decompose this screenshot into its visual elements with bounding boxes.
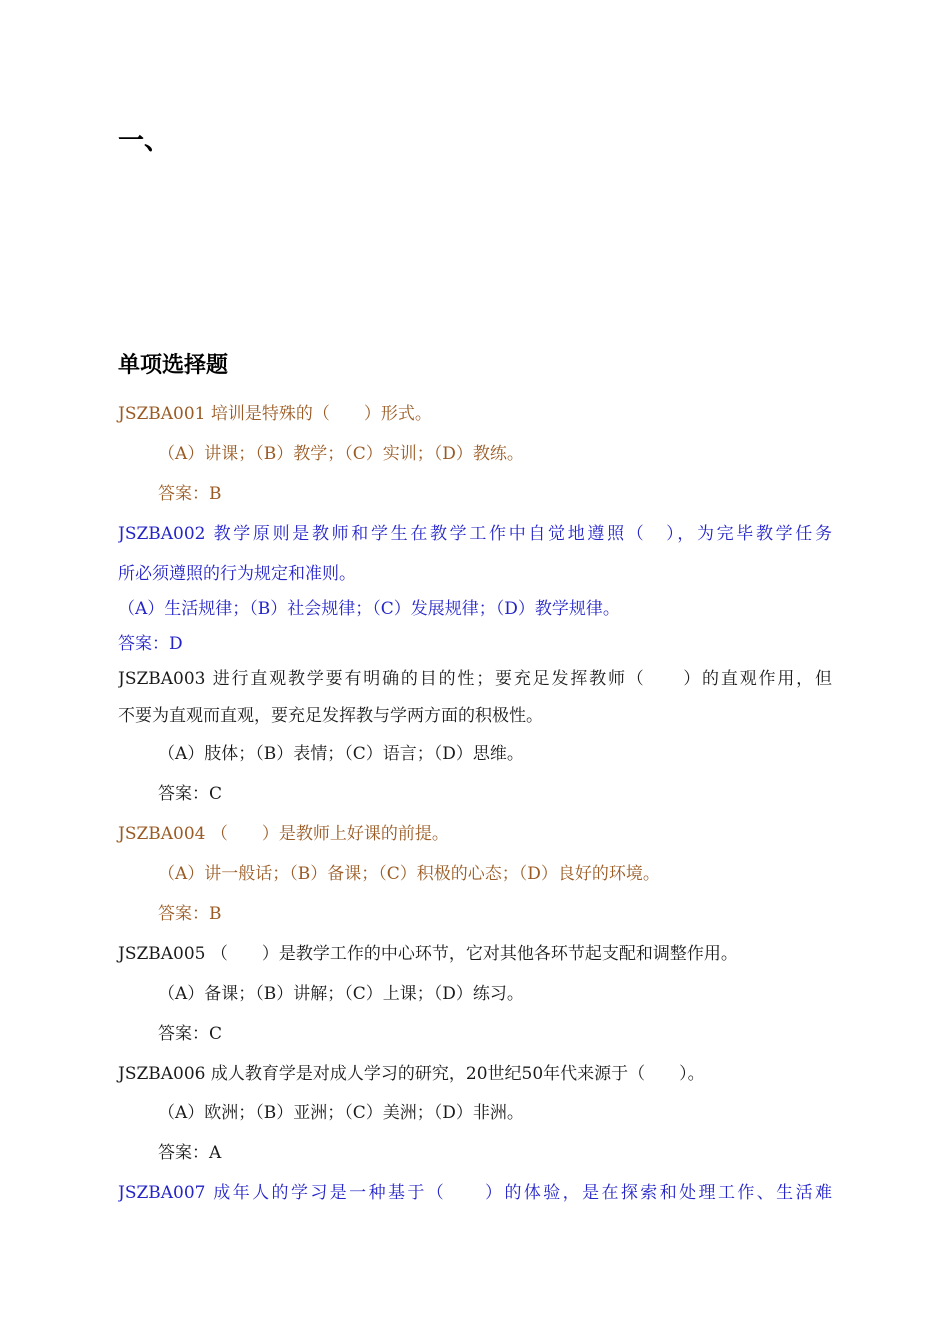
question-6-text: JSZBA006 成人教育学是对成人学习的研究，20世纪50年代来源于（ ）。 bbox=[118, 1064, 705, 1084]
question-7-text-line-1: JSZBA007 成年人的学习是一种基于（ ）的体验，是在探索和处理工作、生活难 bbox=[118, 1183, 832, 1203]
question-3-answer: 答案：C bbox=[158, 784, 223, 804]
section-heading: 单项选择题 bbox=[118, 353, 229, 378]
question-4-options: （A）讲一般话；（B）备课；（C）积极的心态；（D）良好的环境。 bbox=[158, 864, 660, 884]
question-6-answer: 答案：A bbox=[158, 1143, 222, 1163]
question-3-options: （A）肢体；（B）表情；（C）语言；（D）思维。 bbox=[158, 744, 524, 764]
question-5-text: JSZBA005 （ ）是教学工作的中心环节，它对其他各环节起支配和调整作用。 bbox=[118, 944, 738, 964]
question-2-options: （A）生活规律；（B）社会规律；（C）发展规律；（D）教学规律。 bbox=[118, 599, 620, 619]
question-2-answer: 答案：D bbox=[118, 634, 183, 654]
question-3-text-line-2: 不要为直观而直观，要充足发挥教与学两方面的积极性。 bbox=[118, 706, 543, 726]
question-6-options: （A）欧洲；（B）亚洲；（C）美洲；（D）非洲。 bbox=[158, 1103, 524, 1123]
question-5-answer: 答案：C bbox=[158, 1024, 223, 1044]
part-heading: 一、 bbox=[118, 126, 171, 156]
question-2-text-line-1: JSZBA002 教学原则是教师和学生在教学工作中自觉地遵照（ ），为完毕教学任务 bbox=[118, 524, 832, 544]
question-1-answer: 答案：B bbox=[158, 484, 222, 504]
question-3-text-line-1: JSZBA003 进行直观教学要有明确的目的性；要充足发挥教师（ ）的直观作用，但 bbox=[118, 669, 832, 689]
question-5-options: （A）备课；（B）讲解；（C）上课；（D）练习。 bbox=[158, 984, 524, 1004]
question-1-options: （A）讲课；（B）教学；（C）实训；（D）教练。 bbox=[158, 444, 524, 464]
question-1-text: JSZBA001 培训是特殊的（ ）形式。 bbox=[118, 404, 432, 424]
question-2-text-line-2: 所必须遵照的行为规定和准则。 bbox=[118, 564, 356, 584]
question-4-answer: 答案：B bbox=[158, 904, 222, 924]
question-4-text: JSZBA004 （ ）是教师上好课的前提。 bbox=[118, 824, 449, 844]
